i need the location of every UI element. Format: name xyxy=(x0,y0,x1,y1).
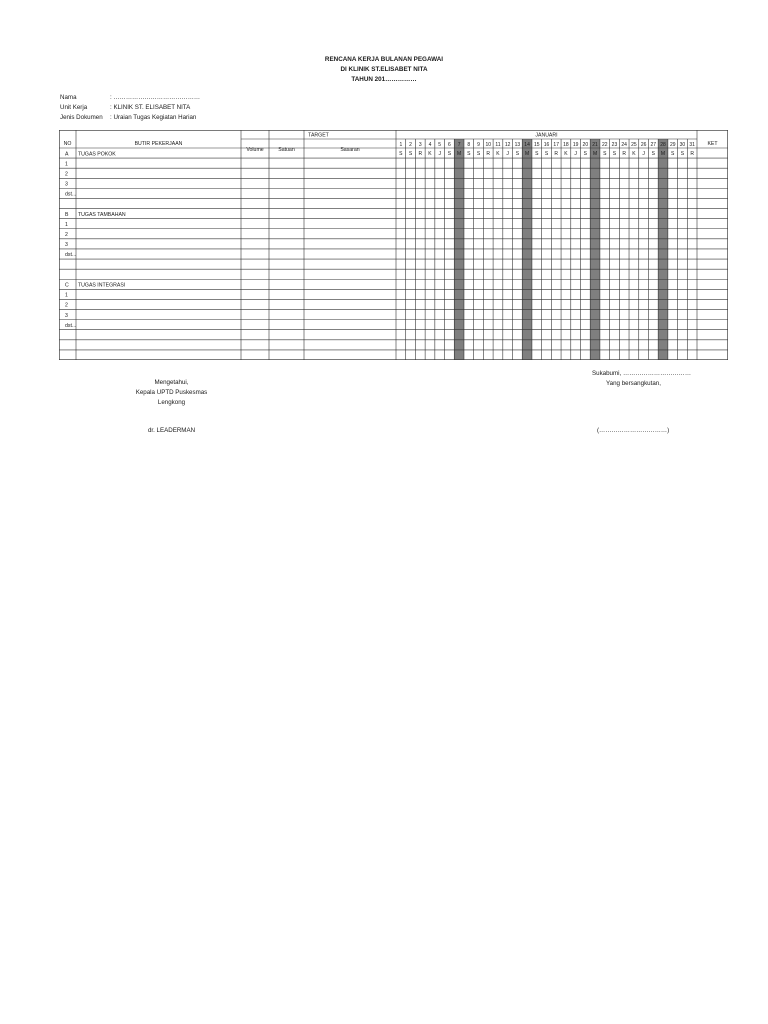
row-number: 3 xyxy=(65,242,68,249)
day-number: 25 xyxy=(631,141,637,148)
weekday-letter: S xyxy=(671,150,675,157)
weekday-letter: M xyxy=(524,150,530,157)
day-number: 20 xyxy=(582,141,589,148)
row-number: dst... xyxy=(65,191,77,198)
header-butir-pekerjaan: BUTIR PEKERJAAN xyxy=(134,141,183,147)
day-number: 9 xyxy=(477,141,480,148)
header-ket: KET xyxy=(707,141,718,147)
info-block xyxy=(60,93,200,123)
info-value: : Uraian Tugas Kegiatan Harian xyxy=(110,114,197,121)
signature-left-name: dr. LEADERMAN xyxy=(147,427,196,434)
weekday-letter: J xyxy=(574,150,577,157)
row-number: 1 xyxy=(65,292,68,299)
day-number: 7 xyxy=(457,141,461,148)
day-number: 19 xyxy=(572,141,579,148)
day-number: 18 xyxy=(563,141,569,148)
info-label: Nama xyxy=(60,94,77,101)
day-number: 1 xyxy=(399,141,403,148)
row-number: 2 xyxy=(65,302,68,309)
weekend-column-shade xyxy=(590,139,600,360)
info-label: Jenis Dokumen xyxy=(60,114,103,121)
weekday-letter: R xyxy=(418,150,423,157)
work-plan-table xyxy=(59,130,728,360)
signature-right-line1: Sukabumi, …………………………… xyxy=(592,370,692,377)
row-section-label: TUGAS TAMBAHAN xyxy=(78,211,126,218)
info-row-unit-kerja xyxy=(60,103,200,113)
weekday-letter: S xyxy=(467,150,471,157)
work-plan-grid xyxy=(59,130,728,360)
weekday-letter: S xyxy=(476,150,481,157)
info-row-nama xyxy=(60,93,200,103)
row-number: A xyxy=(65,151,69,158)
weekday-letter: S xyxy=(408,150,413,157)
signature-right-line2: Yang bersangkutan, xyxy=(606,380,661,387)
weekday-letter: J xyxy=(642,150,645,157)
weekend-column-shade xyxy=(658,139,668,360)
row-number: 1 xyxy=(65,221,68,228)
weekend-column-shade xyxy=(522,139,532,360)
info-row-jenis-dokumen xyxy=(60,113,200,123)
day-number: 30 xyxy=(679,141,686,148)
day-number: 28 xyxy=(660,141,666,148)
weekday-letter: R xyxy=(690,150,694,157)
day-number: 11 xyxy=(495,141,501,148)
row-number: dst... xyxy=(65,322,77,329)
header-satuan: Satuan xyxy=(278,147,295,153)
day-number: 26 xyxy=(640,141,647,148)
weekday-letter: S xyxy=(447,150,452,157)
day-number: 2 xyxy=(409,141,412,148)
weekday-letter: S xyxy=(583,150,588,157)
day-number: 8 xyxy=(467,141,471,148)
row-number: B xyxy=(65,211,69,218)
day-number: 23 xyxy=(611,141,618,148)
weekday-letter: S xyxy=(651,150,655,157)
row-number: dst... xyxy=(65,252,77,259)
document-subtitle: DI KLINIK ST.ELISABET NITA xyxy=(340,66,428,73)
document-title: RENCANA KERJA BULANAN PEGAWAI xyxy=(324,56,444,63)
day-number: 10 xyxy=(485,141,492,148)
table-border xyxy=(59,130,727,359)
day-number: 31 xyxy=(689,141,695,148)
row-number: 1 xyxy=(65,161,68,168)
row-number: 3 xyxy=(65,181,68,188)
weekday-letter: K xyxy=(564,150,568,157)
signature-left-line1: Mengetahui, xyxy=(154,379,189,386)
info-label: Unit Kerja xyxy=(60,104,88,111)
weekday-letter: S xyxy=(544,150,549,157)
day-number: 21 xyxy=(592,141,598,148)
header-month: JANUARI xyxy=(535,132,558,139)
info-value: : …………………………………… xyxy=(110,94,201,101)
day-number: 24 xyxy=(621,141,627,148)
signature-left-line2: Kepala UPTD Puskesmas Lengkong xyxy=(135,389,208,406)
weekend-column-shade xyxy=(454,139,464,360)
weekday-letter: M xyxy=(660,150,666,157)
weekday-letter: S xyxy=(603,150,607,157)
info-value: : KLINIK ST. ELISABET NITA xyxy=(110,104,191,111)
day-number: 22 xyxy=(601,141,608,148)
weekday-letter: J xyxy=(438,150,441,157)
day-number: 16 xyxy=(543,141,550,148)
weekday-letter: K xyxy=(428,150,432,157)
weekday-letter: S xyxy=(612,150,617,157)
row-section-label: TUGAS POKOK xyxy=(78,151,116,158)
row-number: 2 xyxy=(65,232,68,239)
weekday-letter: R xyxy=(486,150,491,157)
weekday-letter: M xyxy=(457,150,462,157)
weekday-letter: K xyxy=(496,150,500,157)
day-number: 13 xyxy=(514,141,521,148)
row-section-label: TUGAS INTEGRASI xyxy=(78,282,126,289)
weekday-letter: R xyxy=(622,150,626,157)
header-target: TARGET xyxy=(308,132,329,139)
day-number: 12 xyxy=(504,141,511,148)
weekday-letter: K xyxy=(632,150,636,157)
weekday-letter: J xyxy=(506,150,509,157)
row-number: 3 xyxy=(65,312,68,319)
day-number: 4 xyxy=(428,141,432,148)
weekday-letter: S xyxy=(515,150,520,157)
weekday-letter: S xyxy=(399,150,403,157)
day-number: 29 xyxy=(669,141,676,148)
document-year: TAHUN 201…………… xyxy=(351,76,417,83)
day-number: 3 xyxy=(418,141,422,148)
row-number: C xyxy=(65,282,69,289)
header-no: NO xyxy=(63,141,72,147)
day-number: 14 xyxy=(524,141,530,148)
weekday-letter: M xyxy=(592,150,598,157)
signature-right-name: (……………………………) xyxy=(597,427,670,434)
header-sasaran: Sasaran xyxy=(340,147,360,153)
day-number: 5 xyxy=(438,141,442,148)
day-number: 17 xyxy=(553,141,559,148)
header-volume: Volume xyxy=(246,147,264,153)
weekday-letter: S xyxy=(680,150,685,157)
weekday-letter: R xyxy=(554,150,559,157)
day-number: 27 xyxy=(650,141,657,148)
day-number: 6 xyxy=(448,141,451,148)
day-number: 15 xyxy=(534,141,540,148)
weekday-letter: S xyxy=(535,150,539,157)
row-number: 2 xyxy=(65,171,68,178)
